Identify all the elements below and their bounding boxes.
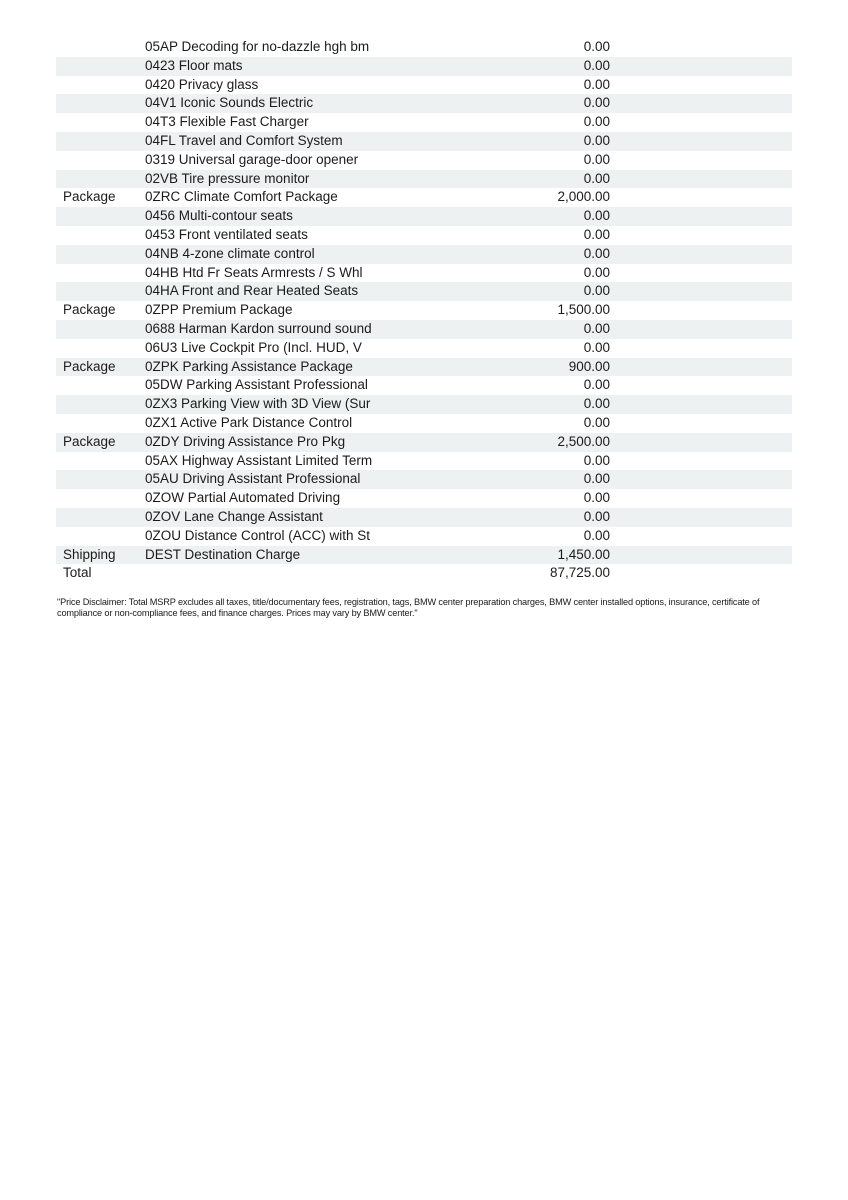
row-description-label: 0423 Floor mats [145, 57, 243, 73]
table-row [56, 264, 792, 283]
row-category-label: Total [63, 565, 92, 581]
table-row [56, 508, 792, 527]
row-price-value: 0.00 [583, 527, 610, 543]
row-description-label: 0ZDY Driving Assistance Pro Pkg [145, 433, 346, 449]
row-price-value: 0.00 [583, 95, 610, 111]
table-row [56, 170, 792, 189]
row-description-label: 05AX Highway Assistant Limited Term [145, 452, 373, 468]
row-description-label: 0ZRC Climate Comfort Package [145, 189, 338, 205]
row-price-value: 0.00 [583, 57, 610, 73]
row-price-value: 0.00 [583, 414, 610, 430]
row-description-label: 04T3 Flexible Fast Charger [145, 114, 309, 130]
table-row [56, 433, 792, 452]
row-price-value: 0.00 [583, 508, 610, 524]
price-disclaimer [57, 597, 802, 618]
row-price-value: 2,000.00 [557, 189, 610, 205]
row-description-label: 0319 Universal garage-door opener [145, 151, 359, 167]
row-description-label: 05AU Driving Assistant Professional [145, 471, 361, 487]
table-row [56, 376, 792, 395]
row-description-label: 0456 Multi-contour seats [145, 208, 293, 224]
table-row [56, 527, 792, 546]
table-row [56, 226, 792, 245]
row-description-label: 05DW Parking Assistant Professional [145, 377, 368, 393]
row-description-label: 04V1 Iconic Sounds Electric [145, 95, 314, 111]
row-price-value: 1,450.00 [557, 546, 610, 562]
table-row [56, 132, 792, 151]
row-category-label: Package [63, 302, 116, 318]
table-row [56, 564, 792, 583]
table-row [56, 207, 792, 226]
row-description-label: 04HB Htd Fr Seats Armrests / S Whl [145, 264, 363, 280]
row-price-value: 87,725.00 [549, 565, 610, 581]
row-category-label: Package [63, 358, 116, 374]
row-price-value: 0.00 [583, 452, 610, 468]
row-price-value: 0.00 [583, 39, 610, 54]
row-description-label: 0453 Front ventilated seats [145, 226, 308, 242]
row-description-label: 0ZOV Lane Change Assistant [145, 508, 323, 524]
table-row [56, 38, 792, 57]
row-description-label: 0ZX1 Active Park Distance Control [145, 414, 353, 430]
row-category-label: Shipping [63, 546, 116, 562]
table-row [56, 188, 792, 207]
table-row [56, 395, 792, 414]
row-category-label: Package [63, 433, 116, 449]
row-price-value: 0.00 [583, 208, 610, 224]
row-description-label: 04HA Front and Rear Heated Seats [145, 283, 359, 299]
table-row [56, 94, 792, 113]
row-price-value: 0.00 [583, 132, 610, 148]
table-row [56, 414, 792, 433]
table-row [56, 358, 792, 377]
row-description-label: 0ZOU Distance Control (ACC) with St [145, 527, 371, 543]
row-price-value: 0.00 [583, 377, 610, 393]
disclaimer-line-1: "Price Disclaimer: Total MSRP excludes all taxes, title/documentary fees, registration, tags, BMW center preparation charges, BMW center installed options, insurance, certificate of [57, 597, 760, 607]
row-price-value: 0.00 [583, 151, 610, 167]
table-row [56, 282, 792, 301]
row-price-value: 2,500.00 [557, 433, 610, 449]
table-row [56, 339, 792, 358]
row-price-value: 0.00 [583, 339, 610, 355]
row-price-value: 0.00 [583, 170, 610, 186]
table-row [56, 470, 792, 489]
row-price-value: 0.00 [583, 396, 610, 412]
price-table [56, 38, 792, 583]
row-price-value: 0.00 [583, 114, 610, 130]
row-description-label: 0420 Privacy glass [145, 76, 259, 92]
row-description-label: 0ZPK Parking Assistance Package [145, 358, 353, 374]
row-description-label: 04NB 4-zone climate control [145, 245, 315, 261]
disclaimer-line-2: compliance or non-compliance fees, and finance charges. Prices may vary by BMW center." [57, 607, 418, 618]
row-description-label: 06U3 Live Cockpit Pro (Incl. HUD, V [145, 339, 362, 355]
row-price-value: 0.00 [583, 320, 610, 336]
table-row [56, 301, 792, 320]
table-row [56, 320, 792, 339]
row-description-label: 0688 Harman Kardon surround sound [145, 320, 372, 336]
row-description-label: 0ZPP Premium Package [145, 302, 293, 318]
row-description-label: 05AP Decoding for no-dazzle hgh bm [145, 39, 370, 54]
row-category-label: Package [63, 189, 116, 205]
row-price-value: 0.00 [583, 471, 610, 487]
row-description-label: DEST Destination Charge [145, 546, 301, 562]
row-description-label: 04FL Travel and Comfort System [145, 132, 343, 148]
table-row [56, 57, 792, 76]
row-price-value: 1,500.00 [557, 302, 610, 318]
table-row [56, 546, 792, 565]
table-row [56, 245, 792, 264]
row-description-label: 02VB Tire pressure monitor [145, 170, 310, 186]
table-row [56, 76, 792, 95]
row-price-value: 0.00 [583, 283, 610, 299]
row-price-value: 0.00 [583, 490, 610, 506]
table-row [56, 151, 792, 170]
table-row [56, 113, 792, 132]
table-row [56, 489, 792, 508]
row-price-value: 0.00 [583, 226, 610, 242]
row-price-value: 0.00 [583, 264, 610, 280]
row-price-value: 0.00 [583, 76, 610, 92]
table-row [56, 452, 792, 471]
row-price-value: 900.00 [568, 358, 610, 374]
row-price-value: 0.00 [583, 245, 610, 261]
row-description-label: 0ZOW Partial Automated Driving [145, 490, 341, 506]
row-description-label: 0ZX3 Parking View with 3D View (Sur [145, 396, 371, 412]
